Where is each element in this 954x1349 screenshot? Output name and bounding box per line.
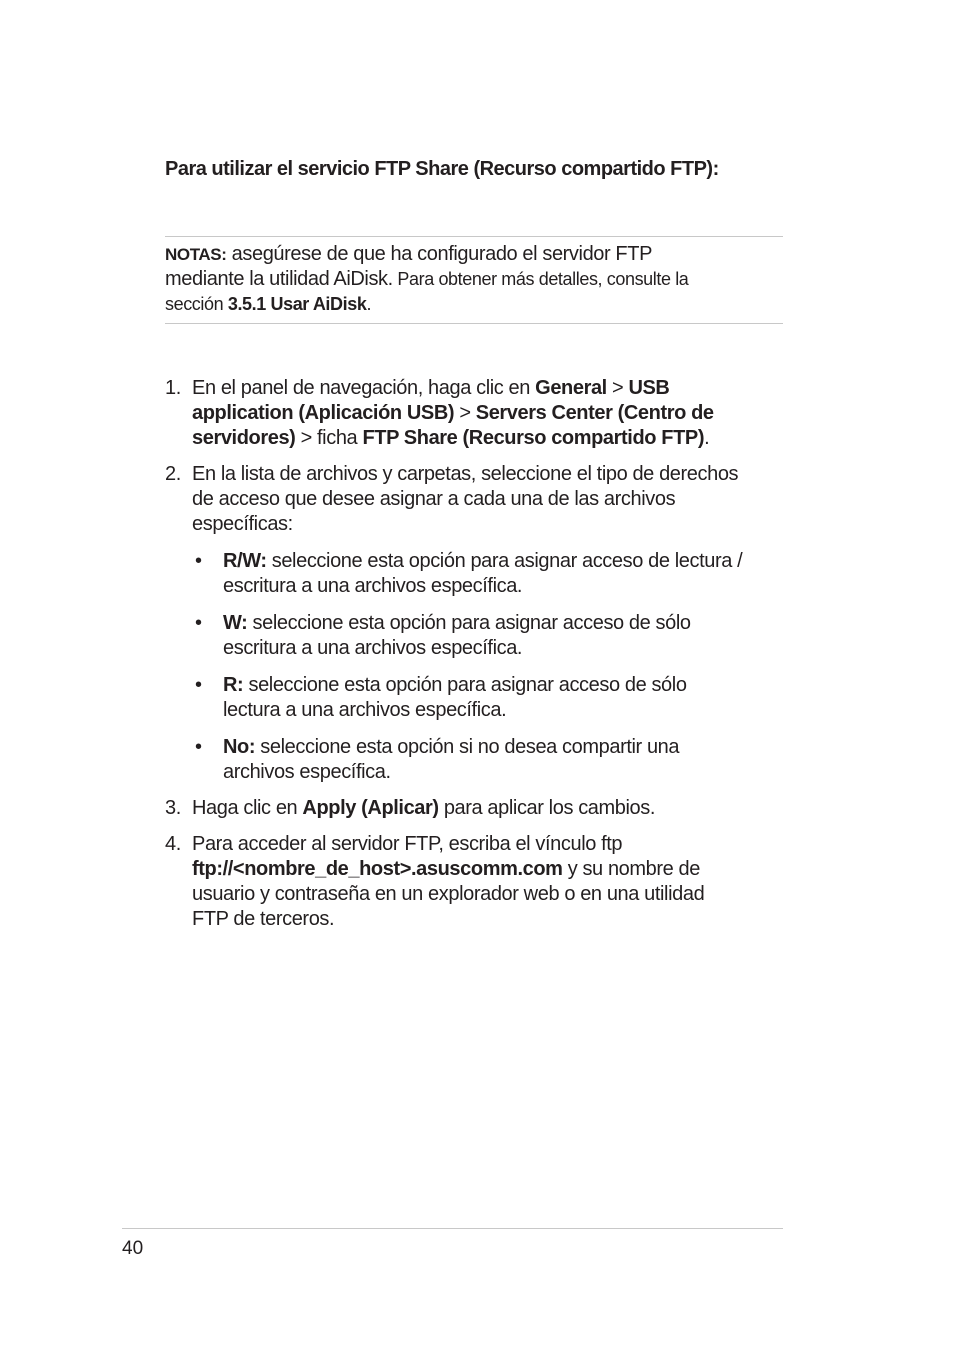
bullet-text: seleccione esta opción para asignar acceso de lectura / xyxy=(266,550,743,572)
note-box xyxy=(165,236,783,324)
bullet-text: seleccione esta opción si no desea compartir una xyxy=(255,736,680,758)
bullet-line xyxy=(223,735,790,760)
note-text-3-prefix: sección xyxy=(165,294,228,314)
step-number: 4. xyxy=(165,833,181,855)
steps-list xyxy=(165,376,790,943)
note-line-2 xyxy=(165,267,783,292)
ftp-url: ftp://<nombre_de_host>.asuscomm.com xyxy=(192,858,563,880)
note-line-1 xyxy=(165,242,783,267)
step-text: . xyxy=(704,427,710,449)
bullet-text: seleccione esta opción para asignar acceso de sólo xyxy=(243,674,687,696)
step-bold: FTP Share (Recurso compartido FTP) xyxy=(362,427,705,449)
step-line: Para acceder al servidor FTP, escriba el vínculo ftp xyxy=(192,833,623,855)
note-text-3-suffix: . xyxy=(366,294,372,314)
note-section-ref: 3.5.1 Usar AiDisk xyxy=(227,294,367,314)
step-bold: Servers Center (Centro de xyxy=(475,402,714,424)
step-line: de acceso que desee asignar a cada una de las archivos xyxy=(192,488,676,510)
footer-divider xyxy=(122,1228,783,1229)
permission-item-no xyxy=(192,735,790,785)
section-heading: Para utilizar el servicio FTP Share (Recurso compartido FTP): xyxy=(165,158,719,180)
step-line: FTP de terceros. xyxy=(192,908,335,930)
permission-item-rw xyxy=(192,549,790,599)
permission-label: R: xyxy=(223,674,244,696)
note-text-2: mediante la utilidad AiDisk. xyxy=(165,268,393,290)
bullet-line: archivos específica. xyxy=(223,761,391,783)
step-line xyxy=(192,401,790,426)
step-4 xyxy=(165,832,790,932)
step-text: En el panel de navegación, haga clic en xyxy=(192,377,536,399)
step-line: En la lista de archivos y carpetas, seleccione el tipo de derechos xyxy=(192,463,739,485)
step-number: 1. xyxy=(165,377,181,399)
permission-item-w xyxy=(192,611,790,661)
step-line xyxy=(192,857,790,882)
bullet-line xyxy=(223,673,790,698)
step-bold: application (Aplicación USB) xyxy=(192,402,455,424)
permission-list xyxy=(192,549,790,785)
bullet-text: seleccione esta opción para asignar acceso de sólo xyxy=(247,612,691,634)
step-line: específicas: xyxy=(192,513,293,535)
step-bold: servidores) xyxy=(192,427,296,449)
note-text-2-small: Para obtener más detalles, consulte la xyxy=(392,269,689,289)
step-bold: Apply (Aplicar) xyxy=(302,797,439,819)
step-1 xyxy=(165,376,790,451)
bullet-icon: • xyxy=(195,612,202,634)
step-line xyxy=(192,376,790,401)
step-text: y su nombre de xyxy=(562,858,700,880)
step-bold: General xyxy=(535,377,607,399)
bullet-icon: • xyxy=(195,736,202,758)
note-label: NOTAS: xyxy=(165,245,227,264)
step-text: > ficha xyxy=(295,427,363,449)
bullet-line: escritura a una archivos específica. xyxy=(223,575,523,597)
page-number: 40 xyxy=(122,1238,144,1259)
bullet-icon: • xyxy=(195,674,202,696)
step-line xyxy=(192,426,790,451)
bullet-line: escritura a una archivos específica. xyxy=(223,637,523,659)
note-text-1: asegúrese de que ha configurado el servidor FTP xyxy=(226,243,653,265)
step-line xyxy=(192,796,790,821)
step-text: Haga clic en xyxy=(192,797,303,819)
permission-label: W: xyxy=(223,612,248,634)
step-bold: USB xyxy=(628,377,670,399)
step-3 xyxy=(165,796,790,821)
permission-item-r xyxy=(192,673,790,723)
step-text: > xyxy=(454,402,476,424)
step-text: para aplicar los cambios. xyxy=(438,797,656,819)
permission-label: No: xyxy=(223,736,256,758)
bullet-line xyxy=(223,549,790,574)
step-number: 3. xyxy=(165,797,181,819)
bullet-line xyxy=(223,611,790,636)
step-text: > xyxy=(606,377,629,399)
step-2 xyxy=(165,462,790,785)
permission-label: R/W: xyxy=(223,550,267,572)
step-number: 2. xyxy=(165,463,181,485)
step-line: usuario y contraseña en un explorador web o en una utilidad xyxy=(192,883,705,905)
bullet-icon: • xyxy=(195,550,202,572)
bullet-line: lectura a una archivos específica. xyxy=(223,699,507,721)
note-line-3 xyxy=(165,292,783,317)
